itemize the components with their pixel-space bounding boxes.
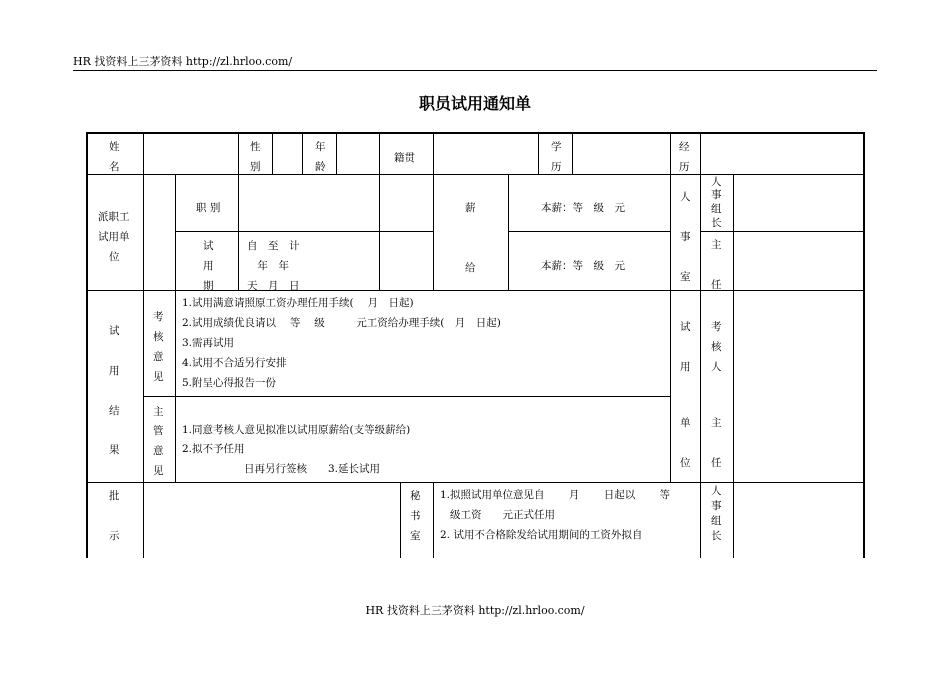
rule-assign-mid: [175, 231, 433, 232]
rule-v-a2: [175, 174, 176, 291]
label-result-director-1: 主: [711, 417, 722, 429]
salary-line-b: 本薪：等 级 元: [541, 260, 625, 272]
page-header: HR 找资料上三茅资料 http://zl.hrloo.com/: [73, 55, 293, 68]
label-result-2: 用: [109, 365, 120, 377]
label-hr-leader-4: 长: [711, 217, 722, 229]
approve-item-1: 1.拟照试用单位意见自 月 日起以 等: [440, 489, 671, 501]
rule-v-exp: [700, 132, 701, 175]
rule-v-a3: [238, 174, 239, 291]
rule-v-edu-start: [538, 132, 539, 175]
manager-item-2: 2.拟不予任用: [182, 443, 245, 455]
label-age-2: 龄: [315, 161, 326, 173]
rule-v-native-start: [379, 132, 380, 175]
label-approve-hr-3: 组: [711, 515, 722, 527]
label-result-3: 结: [109, 405, 120, 417]
rule-v-p1: [143, 482, 144, 558]
label-result-4: 果: [109, 444, 120, 456]
rule-v-a7: [670, 174, 671, 291]
label-director-2: 任: [711, 279, 722, 291]
label-experience-1: 经: [679, 141, 690, 153]
label-result-1: 试: [109, 325, 120, 337]
rule-v-r1: [143, 290, 144, 483]
approve-item-2: 级工资 元正式任用: [450, 509, 555, 521]
label-position: 职 别: [196, 202, 221, 214]
label-gender-2: 别: [250, 161, 261, 173]
trial-text-2: 年 年: [247, 260, 289, 272]
rule-v-p3: [433, 482, 434, 558]
rule-row1-bottom: [86, 174, 864, 175]
label-reviewer-1: 考: [711, 321, 722, 333]
label-approve-2: 示: [109, 530, 120, 542]
label-salary-1: 薪: [465, 202, 476, 214]
rule-v-r5: [733, 290, 734, 483]
rule-v-edu: [572, 132, 573, 175]
label-approve-1: 批: [109, 490, 120, 502]
table-border-left: [86, 132, 88, 558]
label-trial-unit-1: 试: [680, 321, 691, 333]
review-item-2: 2.试用成绩优良请以 等 级 元工资给办理手续( 月 日起): [182, 317, 501, 329]
label-name-2: 名: [109, 161, 120, 173]
rule-result-bottom: [86, 482, 864, 483]
label-education-2: 历: [551, 161, 562, 173]
rule-v-age-start: [302, 132, 303, 175]
label-trial-3: 期: [203, 280, 214, 292]
label-trial-2: 用: [203, 260, 214, 272]
rule-director-mid: [700, 231, 864, 232]
label-approve-hr-1: 人: [711, 485, 722, 497]
rule-v-p2: [400, 482, 401, 558]
form-title: 职员试用通知单: [418, 94, 531, 113]
review-item-4: 4.试用不合适另行安排: [182, 357, 287, 369]
rule-v-gender-start: [238, 132, 239, 175]
label-trial-unit-4: 位: [680, 457, 691, 469]
label-hr-leader-3: 组: [711, 203, 722, 215]
rule-review-bottom: [143, 396, 670, 397]
rule-v-a4: [379, 174, 380, 291]
rule-v-gender: [272, 132, 273, 175]
rule-v-p4: [700, 482, 701, 558]
table-border-right: [863, 132, 865, 558]
label-approve-hr-4: 长: [711, 530, 722, 542]
label-salary-2: 给: [465, 262, 476, 274]
rule-v-r4: [700, 290, 701, 483]
label-review-3: 意: [153, 351, 164, 363]
label-trial-unit-2: 用: [680, 361, 691, 373]
label-review-4: 见: [153, 371, 164, 383]
label-name-1: 姓: [109, 141, 120, 153]
label-gender-1: 性: [250, 141, 261, 153]
label-manager-2: 管: [153, 425, 164, 437]
rule-v-r2: [175, 290, 176, 483]
rule-v-a8: [700, 174, 701, 291]
rule-v-p5: [733, 482, 734, 558]
label-manager-1: 主: [153, 406, 164, 418]
label-result-director-2: 任: [711, 457, 722, 469]
label-hr-leader-2: 事: [711, 189, 722, 201]
review-item-5: 5.附呈心得报告一份: [182, 377, 277, 389]
trial-text-3: 天 月 日: [247, 280, 300, 292]
label-manager-3: 意: [153, 445, 164, 457]
label-reviewer-2: 核: [711, 341, 722, 353]
label-hr-dept-2: 事: [680, 231, 691, 243]
page-footer: HR 找资料上三茅资料 http://zl.hrloo.com/: [365, 604, 585, 617]
rule-v-exp-start: [670, 132, 671, 175]
rule-v-r3: [670, 290, 671, 483]
label-review-2: 核: [153, 331, 164, 343]
label-director-1: 主: [711, 239, 722, 251]
label-native: 籍贯: [394, 152, 415, 164]
label-assign-3: 位: [109, 251, 120, 263]
label-hr-leader-1: 人: [711, 176, 722, 188]
review-item-3: 3.需再试用: [182, 337, 235, 349]
label-hr-dept-1: 人: [680, 191, 691, 203]
rule-v-age: [336, 132, 337, 175]
label-secretariat-3: 室: [410, 530, 421, 542]
label-approve-hr-2: 事: [711, 500, 722, 512]
rule-salary-mid: [508, 231, 670, 232]
trial-text-1: 自 至 计: [247, 240, 300, 252]
label-review-1: 考: [153, 311, 164, 323]
label-assign-1: 派职工: [98, 211, 130, 223]
label-secretariat-2: 书: [410, 510, 421, 522]
label-reviewer-3: 人: [711, 361, 722, 373]
label-trial-1: 试: [203, 240, 214, 252]
rule-v-native: [433, 132, 434, 175]
label-experience-2: 历: [679, 161, 690, 173]
rule-v-a6: [508, 174, 509, 291]
rule-v-a1: [143, 174, 144, 291]
approve-item-3: 2. 试用不合格除发给试用期间的工资外拟自: [440, 529, 643, 541]
rule-v-name: [143, 132, 144, 175]
rule-v-a9: [733, 174, 734, 291]
manager-item-3: 日再另行签核 3.延长试用: [244, 463, 381, 475]
label-hr-dept-3: 室: [680, 271, 691, 283]
table-border-top: [86, 132, 864, 134]
label-trial-unit-3: 单: [680, 417, 691, 429]
salary-line-a: 本薪：等 级 元: [541, 202, 625, 214]
rule-v-a5: [433, 174, 434, 291]
label-age-1: 年: [315, 141, 326, 153]
label-manager-4: 见: [153, 465, 164, 477]
label-assign-2: 试用单: [98, 231, 130, 243]
label-secretariat-1: 秘: [410, 490, 421, 502]
manager-item-1: 1.同意考核人意见拟准以试用原薪给(支等级薪给): [182, 424, 411, 436]
review-item-1: 1.试用满意请照原工资办理任用手续( 月 日起): [182, 297, 414, 309]
label-education-1: 学: [551, 141, 562, 153]
